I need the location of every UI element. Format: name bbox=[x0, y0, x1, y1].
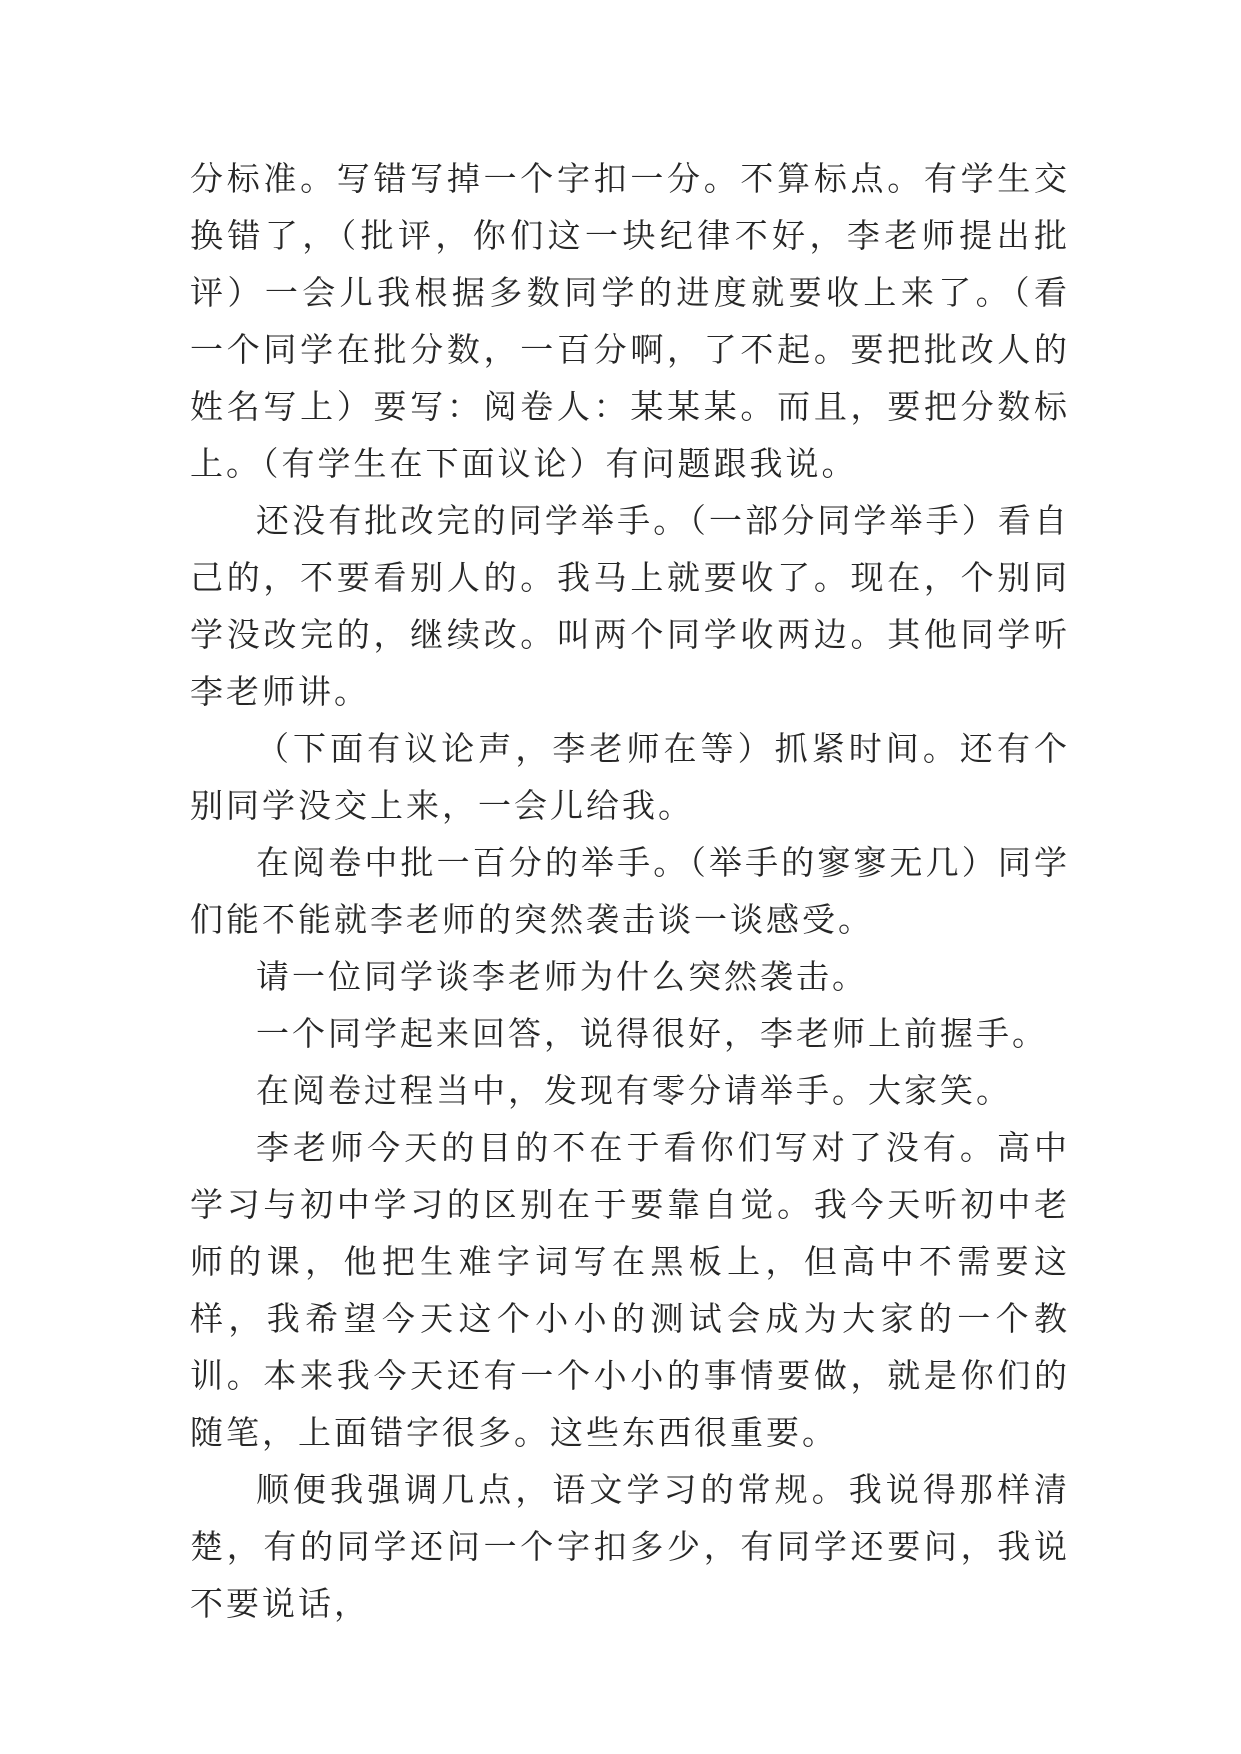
paragraph-7: 在阅卷过程当中，发现有零分请举手。大家笑。 bbox=[256, 1071, 1012, 1110]
paragraph-9: 顺便我强调几点，语文学习的常规。我说得那样清楚，有的同学还问一个字扣多少，有同学还要问，我说不要说话， bbox=[190, 1470, 1070, 1623]
paragraph-2: 还没有批改完的同学举手。（一部分同学举手）看自己的，不要看别人的。我马上就要收了。现在，个别同学没改完的，继续改。叫两个同学收两边。其他同学听李老师讲。 bbox=[190, 501, 1070, 711]
paragraph-3: （下面有议论声，李老师在等）抓紧时间。还有个别同学没交上来，一会儿给我。 bbox=[190, 729, 1070, 825]
paragraph-1: 分标准。写错写掉一个字扣一分。不算标点。有学生交换错了，（批评，你们这一块纪律不好，李老师提出批评）一会儿我根据多数同学的进度就要收上来了。（看一个同学在批分数，一百分啊，了不起。要把批改人的姓名写上）要写：阅卷人：某某某。而且，要把分数标上。（有学生在下面议论）有问题跟我说。 bbox=[190, 159, 1070, 483]
paragraph-5: 请一位同学谈李老师为什么突然袭击。 bbox=[256, 957, 868, 996]
paragraph-6: 一个同学起来回答，说得很好，李老师上前握手。 bbox=[256, 1014, 1048, 1053]
paragraph-4: 在阅卷中批一百分的举手。（举手的寥寥无几）同学们能不能就李老师的突然袭击谈一谈感受。 bbox=[190, 843, 1070, 939]
paragraph-8: 李老师今天的目的不在于看你们写对了没有。高中学习与初中学习的区别在于要靠自觉。我今天听初中老师的课，他把生难字词写在黑板上，但高中不需要这样，我希望今天这个小小的测试会成为大家的一个教训。本来我今天还有一个小小的事情要做，就是你们的随笔，上面错字很多。这些东西很重要。 bbox=[190, 1128, 1070, 1452]
document-body bbox=[190, 150, 1070, 1632]
